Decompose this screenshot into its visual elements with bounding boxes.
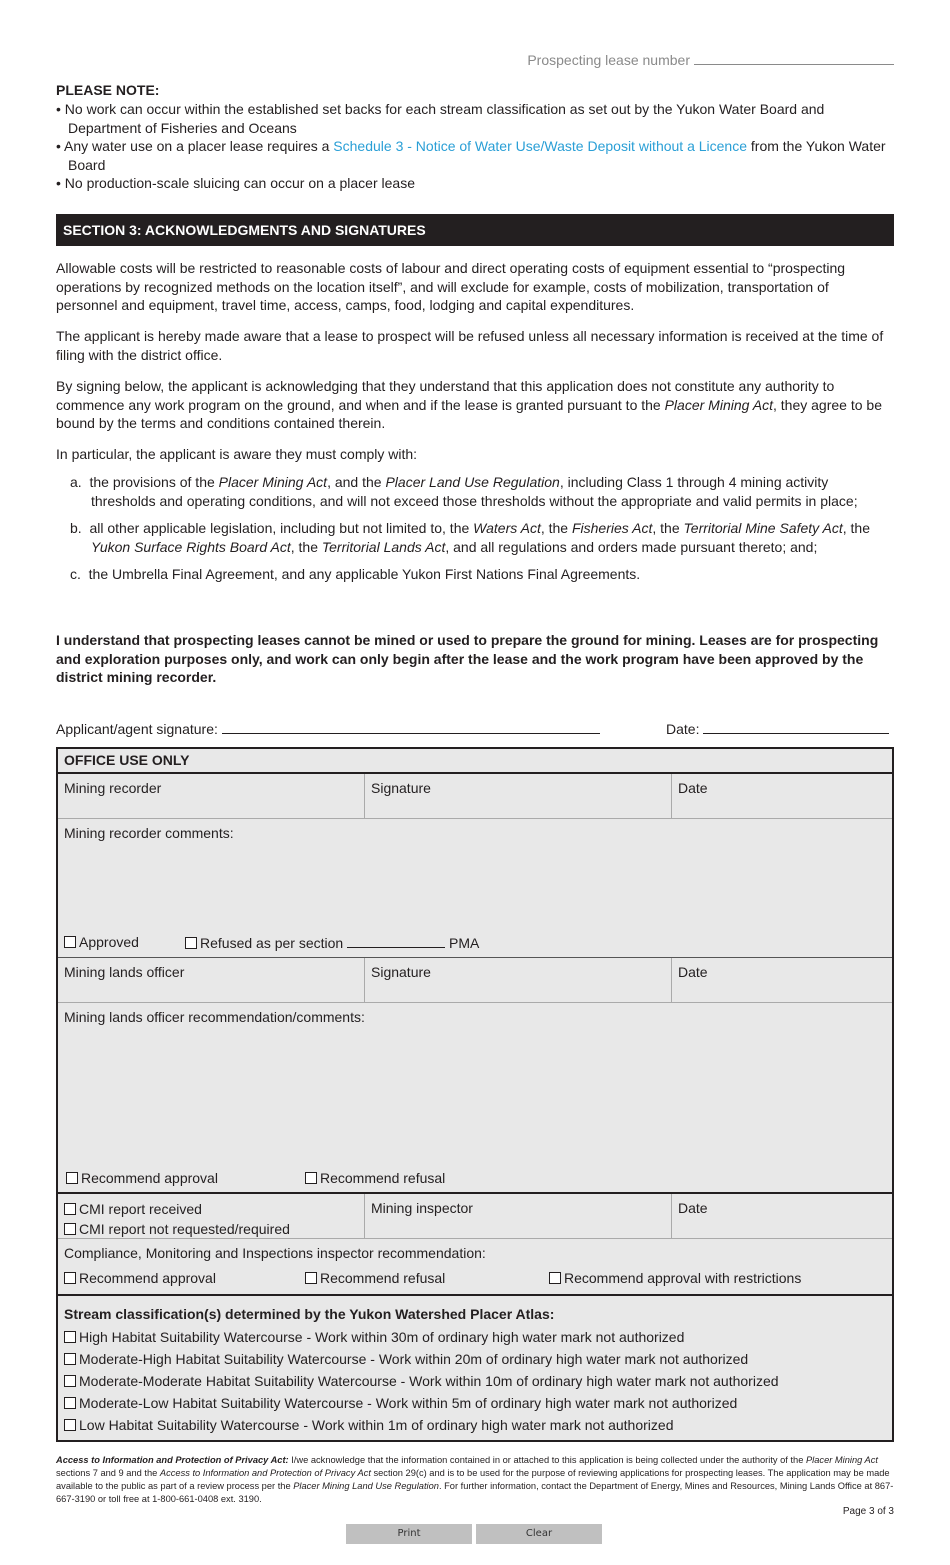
stream-moderate-moderate-checkbox[interactable]: Moderate-Moderate Habitat Suitability Watercourse - Work within 10m of ordinary high water mark not authorized	[64, 1373, 779, 1389]
understanding-statement: I understand that prospecting leases cannot be mined or used to prepare the ground for mining. Leases are for prospecting and exploration purposes only, and work can only begin after the lease and the work program have been approved by the district mining recorder.	[56, 632, 879, 686]
cmi-not-required-checkbox[interactable]: CMI report not requested/required	[64, 1219, 358, 1239]
checkbox-icon[interactable]	[305, 1172, 317, 1184]
stream-moderate-high-checkbox[interactable]: Moderate-High Habitat Suitability Watercourse - Work within 20m of ordinary high water mark not authorized	[64, 1351, 748, 1367]
checkbox-icon[interactable]	[64, 936, 76, 948]
note-bullet: • No production-scale sluicing can occur on a placer lease	[56, 174, 894, 193]
refused-checkbox[interactable]: Refused as per section PMA	[185, 934, 479, 951]
checkbox-icon[interactable]	[66, 1172, 78, 1184]
checkbox-icon[interactable]	[64, 1331, 76, 1343]
schedule-3-link[interactable]: Schedule 3 - Notice of Water Use/Waste Deposit without a Licence	[333, 138, 748, 155]
checkbox-icon[interactable]	[64, 1203, 76, 1215]
checkbox-icon[interactable]	[549, 1272, 561, 1284]
stream-low-checkbox[interactable]: Low Habitat Suitability Watercourse - Work within 1m of ordinary high water mark not authorized	[64, 1417, 673, 1433]
compliance-item-b: b. all other applicable legislation, including but not limited to, the Waters Act, the Fisheries Act, the Territorial Mine Safety Act, the Yukon Surface Rights Board Act, the Territorial Lands Act, and all regulations and orders made pursuant thereto; and;	[70, 520, 871, 555]
cmi-recommend-refusal-checkbox[interactable]: Recommend refusal	[305, 1270, 445, 1286]
section-3-header: SECTION 3: ACKNOWLEDGMENTS AND SIGNATURES	[56, 214, 894, 246]
allowable-costs-paragraph: Allowable costs will be restricted to reasonable costs of labour and direct operating costs of equipment essential to “prospecting operations by recognized methods on the location itself”, and will exclude for example, costs of mobilization, transportation of personnel and equipment, travel time, access, camps, food, lodging and capital expenditures.	[56, 260, 846, 314]
lands-officer-comments-field[interactable]: Mining lands officer recommendation/comments:	[64, 1009, 365, 1025]
mining-lands-officer-field[interactable]: Mining lands officer	[58, 958, 365, 1002]
print-button[interactable]: Print	[346, 1524, 472, 1544]
inspector-date-field[interactable]: Date	[678, 1200, 708, 1216]
checkbox-icon[interactable]	[305, 1272, 317, 1284]
refused-section-field[interactable]	[347, 934, 445, 948]
note-bullet: • No work can occur within the established set backs for each stream classification as set out by the Yukon Water Board and Department of Fisheries and Oceans	[56, 100, 894, 137]
privacy-notice: Access to Information and Protection of Privacy Act: I/we acknowledge that the information contained in or attached to this application is being collected under the authority of the Placer Mining Act sections 7 and 9 and the Access to Information and Protection of Privacy Act section 29(c) and is to be used for the purpose of reviewing applications for prospecting leases. The application may be made available to the public as part of a review process per the Placer Mining Land Use Regulation. For further information, contact the Department of Energy, Mines and Resources, Mining Lands Office at 867-667-3190 or toll free at 1-800-661-0408 ext. 3190.	[56, 1455, 894, 1504]
compliance-intro: In particular, the applicant is aware they must comply with:	[56, 446, 418, 462]
checkbox-icon[interactable]	[64, 1397, 76, 1409]
checkbox-icon[interactable]	[185, 937, 197, 949]
office-use-title: OFFICE USE ONLY	[64, 752, 190, 768]
checkbox-icon[interactable]	[64, 1375, 76, 1387]
lands-officer-date-field[interactable]: Date	[678, 964, 708, 980]
note-bullet: • Any water use on a placer lease requires a Schedule 3 - Notice of Water Use/Waste Deposit without a Licence from the Yukon Water Board	[56, 137, 894, 174]
applicant-signature-field[interactable]	[222, 720, 600, 734]
recorder-date-field[interactable]: Date	[678, 780, 708, 796]
compliance-item-a: a. the provisions of the Placer Mining Act, and the Placer Land Use Regulation, including Class 1 through 4 mining activity thresholds and operating conditions, and will not exceed those thresholds without the appropriate and valid permits in place;	[70, 474, 858, 509]
lease-number-input-line[interactable]	[694, 52, 894, 65]
date-label: Date:	[666, 721, 700, 737]
cmi-recommendation-label: Compliance, Monitoring and Inspections inspector recommendation:	[64, 1245, 486, 1261]
note-bullets	[56, 100, 894, 193]
stream-classification-title: Stream classification(s) determined by the Yukon Watershed Placer Atlas:	[64, 1306, 555, 1322]
stream-high-checkbox[interactable]: High Habitat Suitability Watercourse - Work within 30m of ordinary high water mark not authorized	[64, 1329, 684, 1345]
clear-button[interactable]: Clear	[476, 1524, 602, 1544]
applicant-date-field[interactable]	[703, 720, 889, 734]
prospecting-lease-number-field[interactable]	[527, 52, 894, 68]
checkbox-icon[interactable]	[64, 1272, 76, 1284]
cmi-recommend-approval-checkbox[interactable]: Recommend approval	[64, 1270, 216, 1286]
office-use-only-box	[56, 747, 894, 1442]
approved-checkbox[interactable]: Approved	[64, 934, 139, 950]
checkbox-icon[interactable]	[64, 1353, 76, 1365]
please-note-title: PLEASE NOTE:	[56, 82, 160, 98]
lands-recommend-refusal-checkbox[interactable]: Recommend refusal	[305, 1170, 445, 1186]
signature-row	[56, 720, 894, 737]
mining-recorder-field[interactable]: Mining recorder	[58, 774, 365, 818]
applicant-signature-label: Applicant/agent signature:	[56, 721, 218, 737]
compliance-item-c: c. the Umbrella Final Agreement, and any applicable Yukon First Nations Final Agreements.	[70, 566, 641, 583]
lands-recommend-approval-checkbox[interactable]: Recommend approval	[66, 1170, 218, 1186]
cmi-received-checkbox[interactable]: CMI report received	[64, 1199, 358, 1219]
cmi-recommend-approval-restrictions-checkbox[interactable]: Recommend approval with restrictions	[549, 1270, 801, 1286]
stream-moderate-low-checkbox[interactable]: Moderate-Low Habitat Suitability Watercourse - Work within 5m of ordinary high water mark not authorized	[64, 1395, 737, 1411]
lands-officer-signature-field[interactable]: Signature	[365, 958, 672, 1002]
lease-number-label: Prospecting lease number	[527, 52, 690, 68]
recorder-comments-field[interactable]: Mining recorder comments:	[64, 825, 234, 841]
checkbox-icon[interactable]	[64, 1223, 76, 1235]
page-number: Page 3 of 3	[842, 1506, 894, 1517]
recorder-signature-field[interactable]: Signature	[365, 774, 672, 818]
refusal-notice-paragraph: The applicant is hereby made aware that a lease to prospect will be refused unless all necessary information is received at the time of filing with the district office.	[56, 328, 884, 363]
acknowledgement-paragraph: By signing below, the applicant is acknowledging that they understand that this application does not constitute any authority to commence any work program on the ground, and when and if the lease is granted pursuant to the Placer Mining Act, they agree to be bound by the terms and conditions contained therein.	[56, 378, 882, 432]
mining-inspector-field[interactable]: Mining inspector	[365, 1194, 672, 1238]
checkbox-icon[interactable]	[64, 1419, 76, 1431]
compliance-list	[70, 473, 894, 593]
